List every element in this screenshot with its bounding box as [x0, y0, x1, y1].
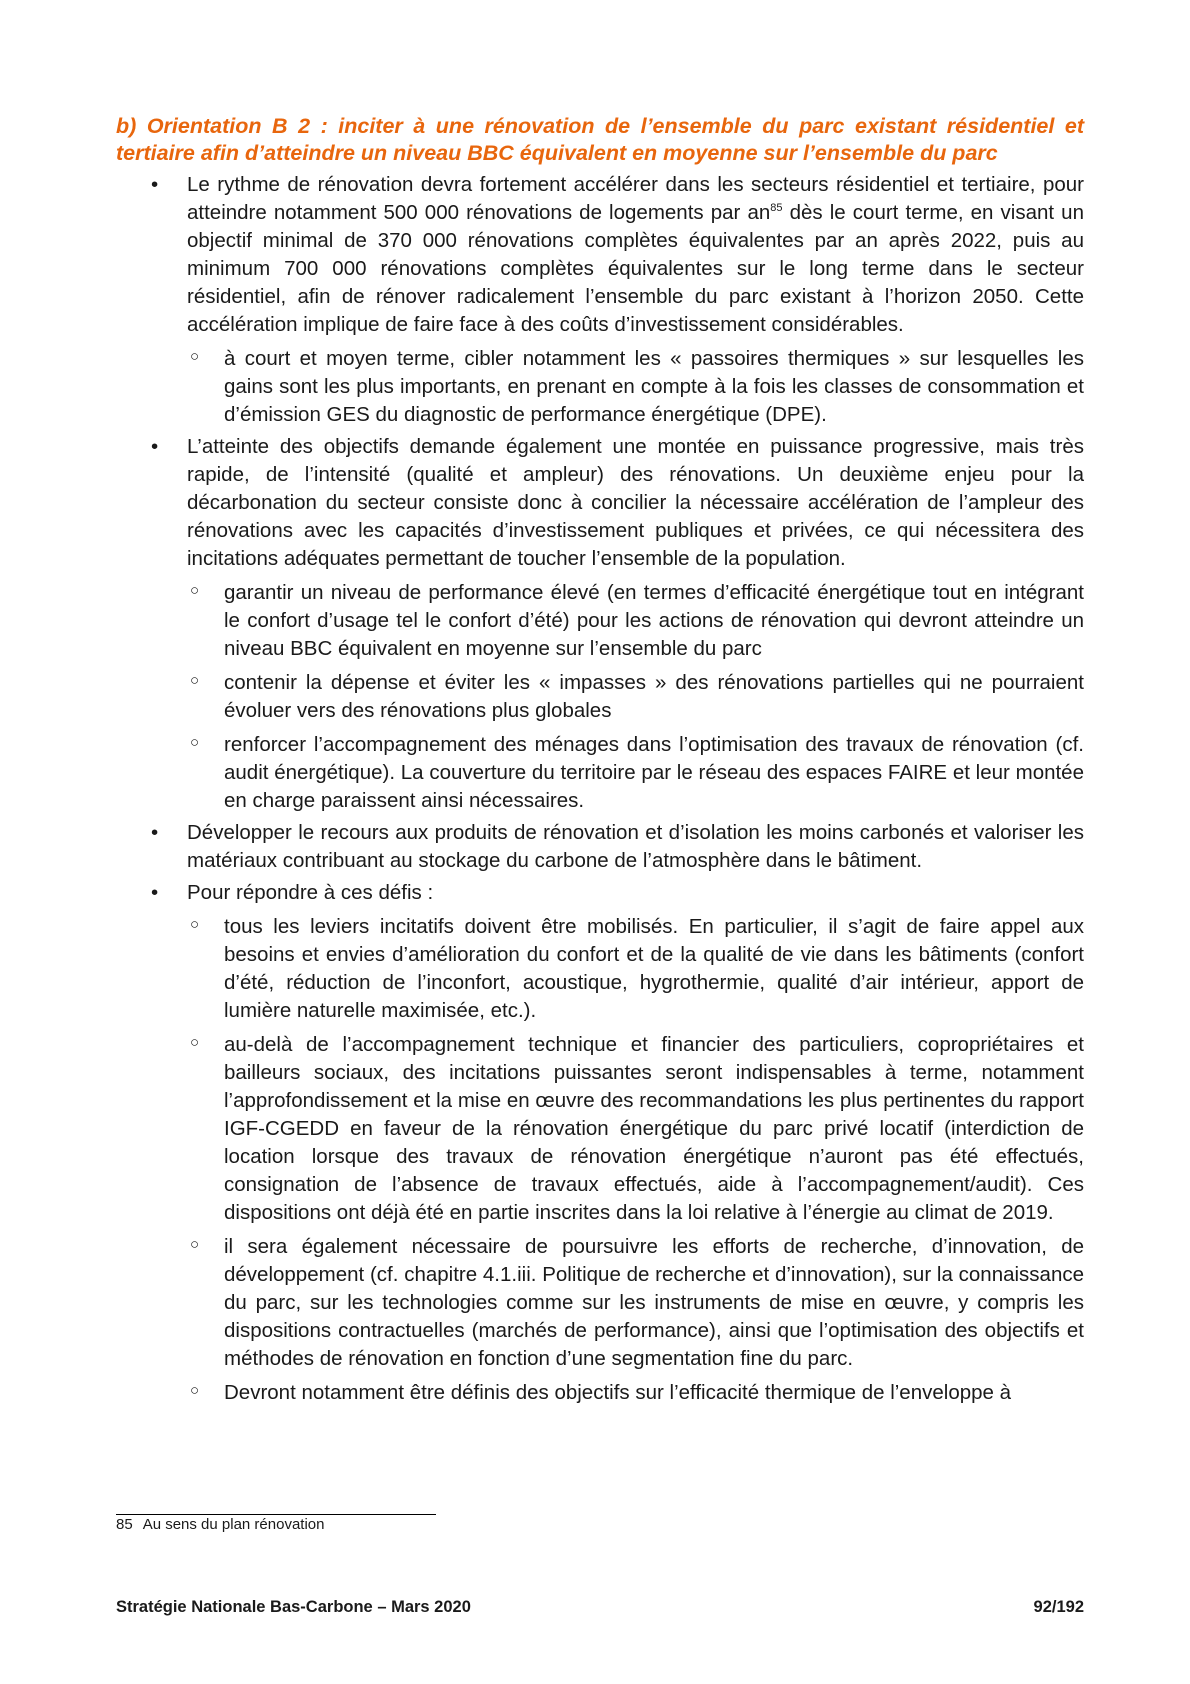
sub-item-text: contenir la dépense et éviter les « impasses » des rénovations partielles qui ne pourraient évoluer vers des rénovations plus globales	[224, 671, 1084, 722]
sub-item	[116, 669, 1084, 725]
sub-bullet-mark: ○	[190, 1382, 200, 1399]
sub-item	[116, 913, 1084, 1025]
bullet-text-continued: dès le court terme, en visant un objectif minimal de 370 000 rénovations complètes équivalentes par an après 2022, puis au minimum 700 000 rénovations complètes équivalentes sur le long terme dans le secteur résidentiel, afin de rénover radicalement l’ensemble du parc existant à l’horizon 2050. Cette accélération implique de faire face à des coûts d’investissement considérables.	[187, 201, 1084, 336]
sub-item-text: au-delà de l’accompagnement technique et financier des particuliers, copropriétaires et bailleurs sociaux, des incitations puissantes seront indispensables à terme, notamment l’approfondissement et la mise en œuvre des recommandations les plus pertinentes du rapport IGF-CGEDD en faveur de la rénovation énergétique du parc privé locatif (interdiction de location lorsque des travaux de rénovation énergétique n’auront pas été effectués, consignation de l’absence de travaux effectués, aide à l’accompagnement/audit). Ces dispositions ont déjà été en partie inscrites dans la loi relative à l’énergie au climat de 2019.	[224, 1033, 1084, 1224]
bullet-text: Le rythme de rénovation devra fortement accélérer dans les secteurs résidentiel et tertiaire, pour atteindre notamment 500 000 rénovations de logements par an	[187, 173, 1084, 224]
bullet-text: L’atteinte des objectifs demande également une montée en puissance progressive, mais très rapide, de l’intensité (qualité et ampleur) des rénovations. Un deuxième enjeu pour la décarbonation du secteur consiste donc à concilier la nécessaire accélération de l’ampleur des rénovations avec les capacités d’investissement publiques et privées, ce qui nécessitera des incitations adéquates permettant de toucher l’ensemble de la population.	[187, 435, 1084, 570]
bullet-item	[116, 819, 1084, 875]
footnote	[116, 1516, 324, 1533]
footnote-number: 85	[116, 1516, 133, 1533]
sub-item-text: il sera également nécessaire de poursuivre les efforts de recherche, d’innovation, de développement (cf. chapitre 4.1.iii. Politique de recherche et d’innovation), sur la connaissance du parc, sur les technologies comme sur les instruments de mise en œuvre, y compris les dispositions contractuelles (marchés de performance), ainsi que l’optimisation des objectifs et méthodes de rénovation en fonction d’une segmentation fine du parc.	[224, 1235, 1084, 1370]
sub-bullet-mark: ○	[190, 1236, 200, 1253]
sub-item-text: Devront notamment être définis des objectifs sur l’efficacité thermique de l’enveloppe à	[224, 1381, 1012, 1404]
sub-item	[116, 1031, 1084, 1227]
sub-item-text: renforcer l’accompagnement des ménages dans l’optimisation des travaux de rénovation (cf. audit énergétique). La couverture du territoire par le réseau des espaces FAIRE et leur montée en charge paraissent ainsi nécessaires.	[224, 733, 1084, 812]
sub-item	[116, 1379, 1084, 1407]
bullet-item	[116, 171, 1084, 429]
bullet-text: Pour répondre à ces défis :	[187, 881, 434, 904]
sub-item-text: tous les leviers incitatifs doivent être mobilisés. En particulier, il s’agit de faire appel aux besoins et envies d’amélioration du confort et de la qualité de vie dans les bâtiments (confort d’été, réduction de l’inconfort, acoustique, hygrothermie, qualité d’air intérieur, apport de lumière naturelle maximisée, etc.).	[224, 915, 1084, 1022]
bullet-mark: •	[151, 821, 159, 844]
sub-bullet-mark: ○	[190, 734, 200, 751]
sub-item	[116, 345, 1084, 429]
sub-bullet-mark: ○	[190, 348, 200, 365]
bullet-mark: •	[151, 173, 159, 196]
sub-list	[116, 345, 1084, 429]
sub-bullet-mark: ○	[190, 672, 200, 689]
footnote-reference[interactable]: 85	[770, 202, 783, 215]
page-body	[116, 113, 1084, 1407]
sub-bullet-mark: ○	[190, 1034, 200, 1051]
sub-bullet-mark: ○	[190, 582, 200, 599]
bullet-mark: •	[151, 881, 159, 904]
section-heading: b) Orientation B 2 : inciter à une rénovation de l’ensemble du parc existant résidentiel et tertiaire afin d’atteindre un niveau BBC équivalent en moyenne sur l’ensemble du parc	[116, 114, 1084, 165]
page-footer	[116, 1598, 1084, 1617]
footer-title: Stratégie Nationale Bas-Carbone – Mars 2020	[116, 1598, 471, 1616]
bullet-mark: •	[151, 435, 159, 458]
sub-bullet-mark: ○	[190, 916, 200, 933]
sub-item	[116, 579, 1084, 663]
bullet-text: Développer le recours aux produits de rénovation et d’isolation les moins carbonés et valoriser les matériaux contribuant au stockage du carbone de l’atmosphère dans le bâtiment.	[187, 821, 1084, 872]
bullet-item	[116, 433, 1084, 815]
sub-item	[116, 1233, 1084, 1373]
sub-list	[116, 913, 1084, 1407]
page-number: 92/192	[1033, 1598, 1084, 1616]
bullet-list	[116, 171, 1084, 1407]
sub-item-text: à court et moyen terme, cibler notamment les « passoires thermiques » sur lesquelles les gains sont les plus importants, en prenant en compte à la fois les classes de consommation et d’émission GES du diagnostic de performance énergétique (DPE).	[224, 347, 1084, 426]
sub-list	[116, 579, 1084, 815]
sub-item	[116, 731, 1084, 815]
footnote-divider	[116, 1514, 436, 1515]
bullet-item	[116, 879, 1084, 1407]
sub-item-text: garantir un niveau de performance élevé (en termes d’efficacité énergétique tout en intégrant le confort d’usage tel le confort d’été) pour les actions de rénovation qui devront atteindre un niveau BBC équivalent en moyenne sur l’ensemble du parc	[224, 581, 1084, 660]
footnote-text: Au sens du plan rénovation	[142, 1516, 325, 1533]
